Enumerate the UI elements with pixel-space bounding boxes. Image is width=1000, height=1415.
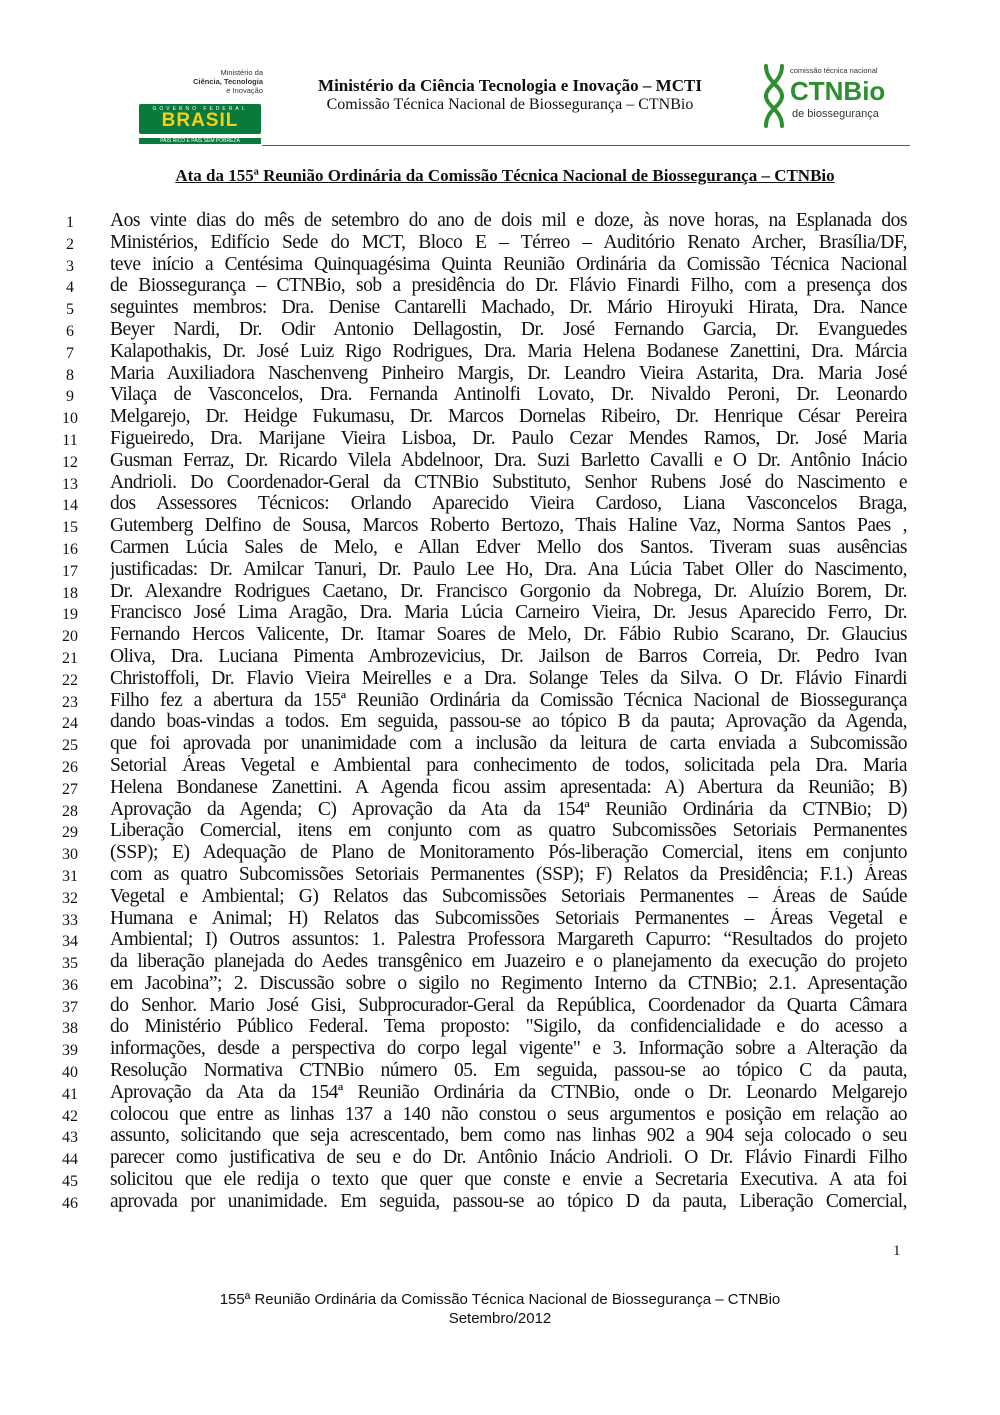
line-number: 17 [62, 562, 78, 580]
text-line [60, 384, 910, 406]
line-text: Carmen Lúcia Sales de Melo, e Allan Edver Mello dos Santos. Tiveram suas ausências [110, 536, 907, 558]
line-number: 30 [62, 846, 78, 864]
line-text: justificadas: Dr. Amilcar Tanuri, Dr. Paulo Lee Ho, Dra. Ana Lúcia Tabet Oller do Nascimento, [110, 558, 907, 580]
line-text: seguintes membros: Dra. Denise Cantarelli Machado, Dr. Mário Hiroyuki Hirata, Dra. Nance [110, 297, 907, 319]
line-text: Christoffoli, Dr. Flavio Vieira Meirelles e a Dra. Solange Teles da Silva. O Dr. Flávio Finardi [110, 667, 907, 689]
text-line [60, 1147, 910, 1169]
line-text: Resolução Normativa CTNBio número 05. Em seguida, passou-se ao tópico C da pauta, [110, 1060, 907, 1082]
text-line [60, 341, 910, 363]
line-number: 34 [62, 933, 78, 951]
text-line [60, 820, 910, 842]
line-number: 36 [62, 976, 78, 994]
page-footer [150, 1290, 850, 1328]
text-line [60, 537, 910, 559]
text-line [60, 472, 910, 494]
text-line [60, 275, 910, 297]
line-text: Liberação Comercial, itens em conjunto com as quatro Subcomissões Setoriais Permanentes [110, 820, 907, 842]
line-number: 20 [62, 628, 78, 646]
brasil-government-logo [139, 104, 261, 144]
line-number: 45 [62, 1173, 78, 1191]
text-line [60, 1082, 910, 1104]
line-text: informações, desde a perspectiva do corpo legal vigente" e 3. Informação sobre a Alteração da [110, 1038, 907, 1060]
line-text: da liberação planejada do Aedes transgênico em Juazeiro e o planejamento da execução do projeto [110, 951, 907, 973]
line-number: 7 [66, 344, 74, 362]
text-line [60, 624, 910, 646]
line-text: Gusman Ferraz, Dr. Ricardo Vilela Abdelnoor, Dra. Suzi Barletto Cavalli e O Dr. Antônio Inácio [110, 449, 907, 471]
line-text: Filho fez a abertura da 155ª Reunião Ordinária da Comissão Técnica Nacional de Biossegurança [110, 689, 907, 711]
page-number: 1 [893, 1243, 901, 1259]
line-number: 40 [62, 1064, 78, 1082]
text-line [60, 886, 910, 908]
line-number: 18 [62, 584, 78, 602]
line-number: 43 [62, 1129, 78, 1147]
header-title [290, 76, 730, 114]
mcti-logo [135, 54, 265, 144]
text-line [60, 232, 910, 254]
line-number: 27 [62, 780, 78, 798]
line-number: 46 [62, 1194, 78, 1212]
dna-icon [762, 64, 786, 128]
line-number: 26 [62, 758, 78, 776]
text-line [60, 777, 910, 799]
text-line [60, 1169, 910, 1191]
line-text: de Biossegurança – CTNBio, sob a presidência do Dr. Flávio Finardi Filho, com a presença dos [110, 275, 907, 297]
line-text: Figueiredo, Dra. Marijane Vieira Lisboa, Dr. Paulo Cezar Mendes Ramos, Dr. José Maria [110, 427, 907, 449]
line-text: dando boas-vindas a todos. Em seguida, passou-se ao tópico B da pauta; Aprovação da Agenda, [110, 711, 907, 733]
line-text: (SSP); E) Adequação de Plano de Monitoramento Pós-liberação Comercial, itens em conjunto [110, 842, 907, 864]
line-text: Ministérios, Edifício Sede do MCT, Bloco E – Térreo – Auditório Renato Archer, Brasília/DF, [110, 231, 907, 253]
line-number: 28 [62, 802, 78, 820]
line-text: teve início a Centésima Quinquagésima Quinta Reunião Ordinária da Comissão Técnica Nacional [110, 253, 907, 275]
document-body [60, 210, 910, 1213]
line-text: Andrioli. Do Coordenador-Geral da CTNBio Substituto, Senhor Rubens José do Nascimento e [110, 471, 907, 493]
line-number: 10 [62, 410, 78, 428]
page-header [130, 50, 910, 145]
line-text: Francisco José Lima Aragão, Dra. Maria Lúcia Carneiro Vieira, Dr. Jesus Aparecido Ferro, Dr. [110, 602, 907, 624]
line-text: Maria Auxiliadora Naschenveng Pinheiro Margis, Dr. Leandro Vieira Astarita, Dra. Maria José [110, 362, 907, 384]
text-line [60, 908, 910, 930]
ctnbio-logo-sub-text: de biossegurança [792, 108, 879, 120]
text-line [60, 711, 910, 733]
line-text: que foi aprovada por unanimidade com a inclusão da leitura de carta enviada a Subcomissão [110, 733, 907, 755]
text-line [60, 1104, 910, 1126]
mcti-logo-line-1: Ministério da [220, 68, 263, 77]
line-text: Melgarejo, Dr. Heidge Fukumasu, Dr. Marcos Dornelas Ribeiro, Dr. Henrique César Pereira [110, 406, 907, 428]
line-text: Gutemberg Delfino de Sousa, Marcos Roberto Bertozo, Thais Haline Vaz, Norma Santos Paes , [110, 515, 907, 537]
line-number: 35 [62, 955, 78, 973]
line-text: Fernando Hercos Valicente, Dr. Itamar Soares de Melo, Dr. Fábio Rubio Scarano, Dr. Glaucius [110, 624, 907, 646]
line-text: Beyer Nardi, Dr. Odir Antonio Dellagostin, Dr. José Fernando Garcia, Dr. Evanguedes [110, 318, 907, 340]
text-line [60, 733, 910, 755]
line-text: Dr. Alexandre Rodrigues Caetano, Dr. Francisco Gorgonio da Nobrega, Dr. Aluízio Borem, Dr. [110, 580, 907, 602]
text-line [60, 450, 910, 472]
line-text: Kalapothakis, Dr. José Luiz Rigo Rodrigues, Dra. Maria Helena Bodanese Zanettini, Dra. Márcia [110, 340, 907, 362]
line-number: 9 [66, 388, 74, 406]
text-line [60, 1038, 910, 1060]
line-number: 37 [62, 998, 78, 1016]
line-text: Aprovação da Agenda; C) Aprovação da Ata da 154ª Reunião Ordinária da CTNBio; D) [110, 798, 907, 820]
document-title: Ata da 155ª Reunião Ordinária da Comissão Técnica Nacional de Biossegurança – CTNBio [175, 166, 835, 185]
line-text: em Jacobina”; 2. Discussão sobre o sigilo no Regimento Interno da CTNBio; 2.1. Apresentação [110, 972, 907, 994]
text-line [60, 363, 910, 385]
ctnbio-logo-small-text: comissão técnica nacional [790, 66, 878, 75]
line-number: 21 [62, 649, 78, 667]
text-line [60, 668, 910, 690]
line-text: Humana e Animal; H) Relatos das Subcomissões Setoriais Permanentes – Áreas Vegetal e [110, 907, 907, 929]
text-line [60, 995, 910, 1017]
line-text: Oliva, Dra. Luciana Pimenta Ambrozevicius, Dr. Jailson de Barros Correia, Dr. Pedro Ivan [110, 645, 907, 667]
text-line [60, 929, 910, 951]
text-line [60, 493, 910, 515]
line-number: 25 [62, 737, 78, 755]
text-line [60, 755, 910, 777]
mcti-logo-text [193, 68, 263, 95]
line-text: do Senhor. Mario José Gisi, Subprocurador-Geral da República, Coordenador da Quarta Câmara [110, 994, 907, 1016]
text-line [60, 1060, 910, 1082]
line-number: 3 [66, 257, 74, 275]
line-number: 32 [62, 889, 78, 907]
line-number: 19 [62, 606, 78, 624]
line-number: 6 [66, 322, 74, 340]
line-number: 2 [66, 235, 74, 253]
line-number: 33 [62, 911, 78, 929]
line-number: 24 [62, 715, 78, 733]
line-number: 31 [62, 867, 78, 885]
line-text: Aprovação da Ata da 154ª Reunião Ordinária da CTNBio, onde o Dr. Leonardo Melgarejo [110, 1081, 907, 1103]
text-line [60, 581, 910, 603]
header-commission: Comissão Técnica Nacional de Biossegurança – CTNBio [326, 96, 694, 113]
line-text: solicitou que ele redija o texto que quer que conste e envie a Secretaria Executiva. A ata foi [110, 1169, 907, 1191]
line-number: 14 [62, 497, 78, 515]
line-number: 29 [62, 824, 78, 842]
line-number: 39 [62, 1042, 78, 1060]
line-number: 5 [66, 301, 74, 319]
text-line [60, 319, 910, 341]
text-line [60, 646, 910, 668]
line-text: Setorial Áreas Vegetal e Ambiental para conhecimento de todos, solicitada pela Dra. Maria [110, 754, 907, 776]
text-line [60, 1016, 910, 1038]
brasil-gov-text: GOVERNO FEDERAL [152, 106, 248, 112]
line-text: aprovada por unanimidade. Em seguida, passou-se ao tópico D da pauta, Liberação Comercial, [110, 1190, 907, 1212]
text-line [60, 297, 910, 319]
line-number: 11 [62, 431, 78, 449]
text-line [60, 428, 910, 450]
text-line [60, 799, 910, 821]
text-line [60, 842, 910, 864]
line-number: 41 [62, 1085, 78, 1103]
line-number: 8 [66, 366, 74, 384]
text-line [60, 602, 910, 624]
line-text: do Ministério Público Federal. Tema proposto: "Sigilo, da confidencialidade e do acesso a [110, 1016, 907, 1038]
line-text: assunto, solicitando que seja acrescentado, bem como nas linhas 902 a 904 seja colocado o seu [110, 1125, 907, 1147]
text-line [60, 406, 910, 428]
header-ministry: Ministério da Ciência Tecnologia e Inovação – MCTI [318, 76, 702, 95]
line-number: 12 [62, 453, 78, 471]
text-line [60, 210, 910, 232]
line-number: 42 [62, 1107, 78, 1125]
line-number: 16 [62, 540, 78, 558]
line-text: parecer como justificativa de seu e do Dr. Antônio Inácio Andrioli. O Dr. Flávio Finardi Filho [110, 1147, 907, 1169]
line-text: colocou que entre as linhas 137 a 140 não constou o seus argumentos e posição em relação ao [110, 1103, 907, 1125]
line-text: Ambiental; I) Outros assuntos: 1. Palestra Professora Margareth Capurro: “Resultados do projeto [110, 929, 907, 951]
header-divider [262, 145, 910, 146]
line-number: 38 [62, 1020, 78, 1038]
line-number: 22 [62, 671, 78, 689]
line-number: 1 [66, 214, 74, 231]
text-line [60, 1125, 910, 1147]
footer-date: Setembro/2012 [448, 1310, 552, 1327]
brasil-slogan: PAÍS RICO É PAÍS SEM POBREZA [139, 138, 261, 144]
text-line [60, 951, 910, 973]
mcti-logo-line-2: Ciência, Tecnologia [193, 77, 263, 86]
line-text: Aos vinte dias do mês de setembro do ano de dois mil e doze, às nove horas, na Esplanada dos [110, 210, 907, 231]
line-number: 13 [62, 475, 78, 493]
text-line [60, 864, 910, 886]
line-number: 4 [66, 279, 74, 297]
ctnbio-logo-name: CTNBio [790, 76, 886, 106]
line-text: Vegetal e Ambiental; G) Relatos das Subcomissões Setoriais Permanentes – Áreas de Saúde [110, 885, 907, 907]
text-line [60, 515, 910, 537]
text-line [60, 690, 910, 712]
line-number: 15 [62, 519, 78, 537]
text-line [60, 973, 910, 995]
line-text: com as quatro Subcomissões Setoriais Permanentes (SSP); F) Relatos da Presidência; F.1.) Áreas [110, 863, 907, 885]
line-text: Helena Bondanese Zanettini. A Agenda ficou assim apresentada: A) Abertura da Reunião; B) [110, 776, 907, 798]
line-number: 23 [62, 693, 78, 711]
mcti-logo-line-3: e Inovação [226, 86, 263, 95]
text-line [60, 559, 910, 581]
line-text: dos Assessores Técnicos: Orlando Aparecido Vieira Cardoso, Liana Vasconcelos Braga, [110, 493, 907, 515]
line-text: Vilaça de Vasconcelos, Dra. Fernanda Antinolfi Lovato, Dr. Nivaldo Peroni, Dr. Leonardo [110, 384, 907, 406]
line-number: 44 [62, 1151, 78, 1169]
text-line [60, 254, 910, 276]
text-line [60, 1191, 910, 1213]
footer-title: 155ª Reunião Ordinária da Comissão Técnica Nacional de Biossegurança – CTNBio [219, 1291, 781, 1308]
ctnbio-logo [760, 64, 910, 130]
brasil-word: BRASIL [161, 110, 239, 131]
